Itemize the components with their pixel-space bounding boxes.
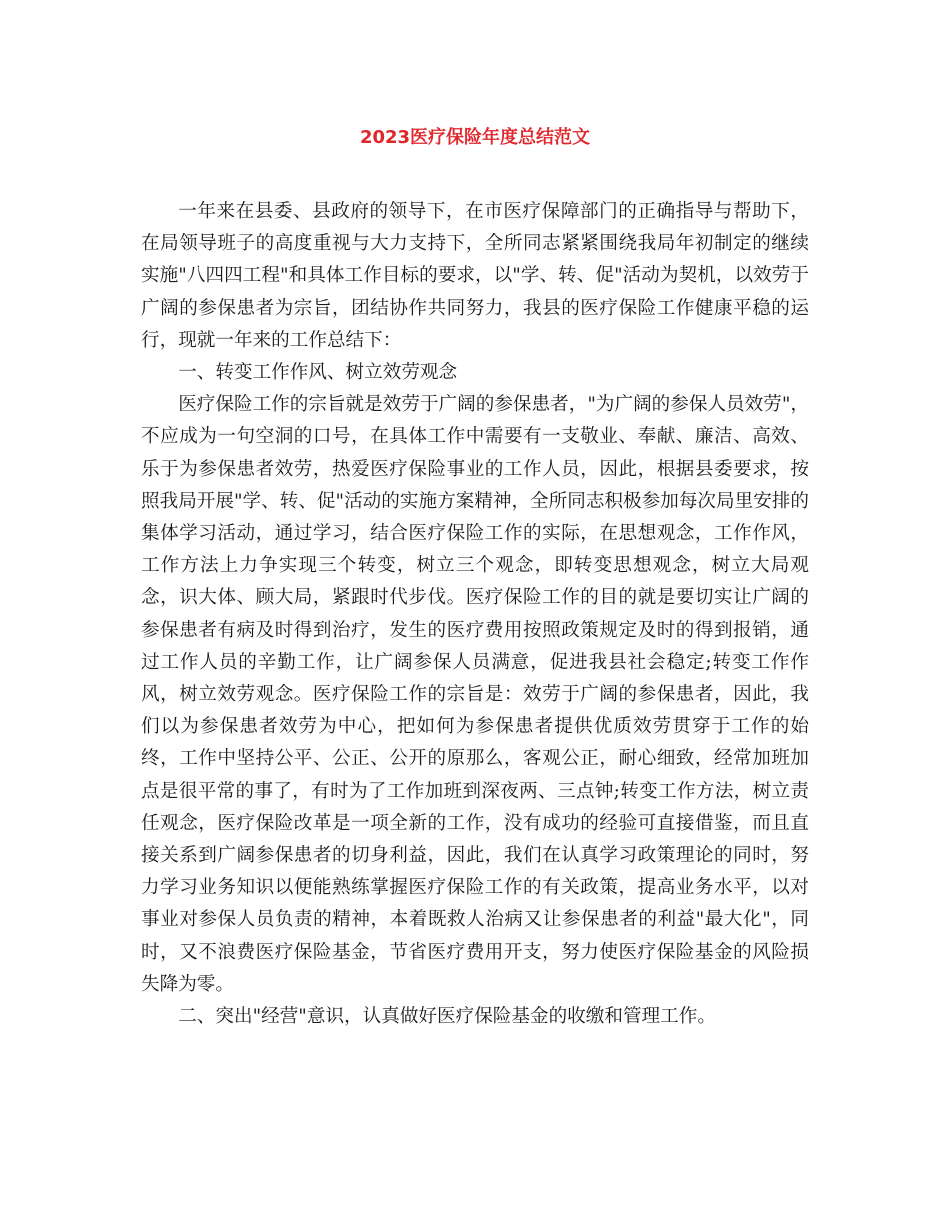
section-1-paragraph: 医疗保险工作的宗旨就是效劳于广阔的参保患者，"为广阔的参保人员效劳"，不应成为一句空洞的口号，在具体工作中需要有一支敬业、奉献、廉洁、高效、乐于为参保患者效劳，热爱医疗保险事业的工作人员，因此，根据县委要求，按照我局开展"学、转、促"活动的实施方案精神，全所同志积极参加每次局里安排的集体学习活动，通过学习，结合医疗保险工作的实际，在思想观念，工作作风，工作方法上力争实现三个转变，树立三个观念，即转变思想观念，树立大局观念，识大体、顾大局，紧跟时代步伐。医疗保险工作的目的就是要切实让广阔的参保患者有病及时得到治疗，发生的医疗费用按照政策规定及时的得到报销，通过工作人员的辛勤工作，让广阔参保人员满意，促进我县社会稳定;转变工作作风，树立效劳观念。医疗保险工作的宗旨是：效劳于广阔的参保患者，因此，我们以为参保患者效劳为中心，把如何为参保患者提供优质效劳贯穿于工作的始终，工作中坚持公平、公正、公开的原那么，客观公正，耐心细致，经常加班加点是很平常的事了，有时为了工作加班到深夜两、三点钟;转变工作方法，树立责任观念，医疗保险改革是一项全新的工作，没有成功的经验可直接借鉴，而且直接关系到广阔参保患者的切身利益，因此，我们在认真学习政策理论的同时，努力学习业务知识以便能熟练掌握医疗保险工作的有关政策，提高业务水平，以对事业对参保人员负责的精神，本着既救人治病又让参保患者的利益"最大化"，同时，又不浪费医疗保险基金，节省医疗费用开支，努力使医疗保险基金的风险损失降为零。: [141, 394, 809, 995]
intro-paragraph: 一年来在县委、县政府的领导下，在市医疗保障部门的正确指导与帮助下，在局领导班子的高度重视与大力支持下，全所同志紧紧围绕我局年初制定的继续实施"八四四工程"和具体工作目标的要求，以"学、转、促"活动为契机，以效劳于广阔的参保患者为宗旨，团结协作共同努力，我县的医疗保险工作健康平稳的运行，现就一年来的工作总结下：: [141, 201, 809, 351]
document-title: 2023医疗保险年度总结范文: [359, 127, 591, 148]
section-heading-2: 二、突出"经营"意识，认真做好医疗保险基金的收缴和管理工作。: [178, 1006, 716, 1028]
document-body: [141, 196, 809, 1033]
section-heading-1: 一、转变工作作风、树立效劳观念: [178, 362, 458, 384]
